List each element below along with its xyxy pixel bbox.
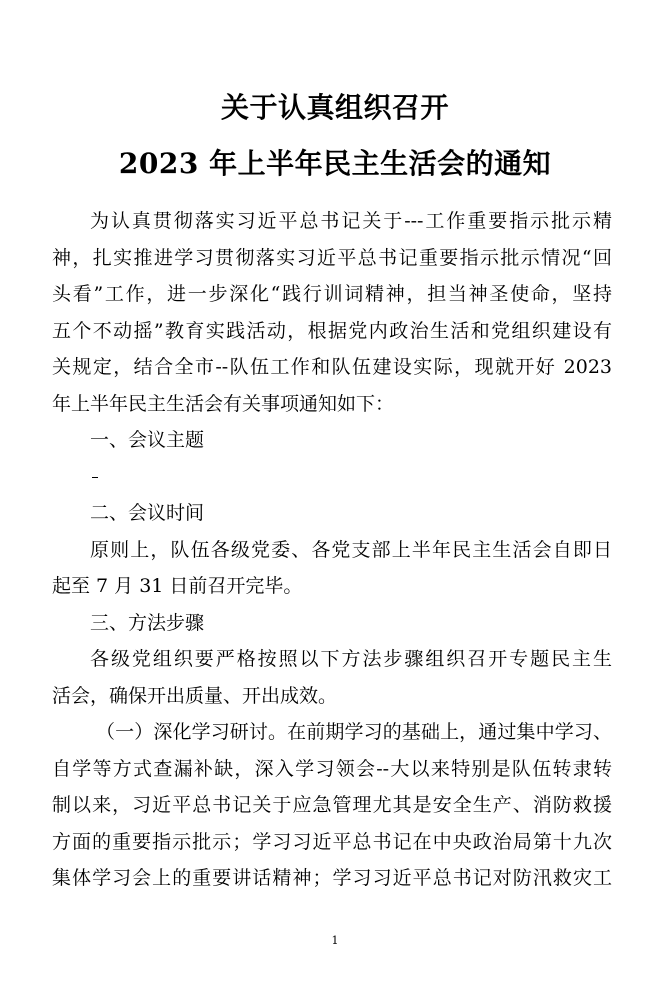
- document-body: [52, 203, 612, 897]
- body-line: 五个不动摇”教育实践活动，根据党内政治生活和党组织建设有: [52, 319, 612, 342]
- body-line: 活会，确保开出质量、开出成效。: [52, 684, 338, 707]
- document-title-line-1: 关于认真组织召开: [220, 91, 449, 124]
- placeholder-dash: [92, 477, 98, 478]
- document-title-line-2: 2023 年上半年民主生活会的通知: [118, 147, 552, 180]
- body-line: 头看”工作，进一步深化“践行训词精神，担当神圣使命，坚持: [52, 283, 612, 305]
- body-line: 为认真贯彻落实习近平总书记关于---工作重要指示批示精: [90, 210, 612, 232]
- theme-placeholder-line: [52, 459, 612, 496]
- body-line: 各级党组织要严格按照以下方法步骤组织召开专题民主生: [90, 648, 612, 670]
- page-number: 1: [331, 934, 339, 947]
- section-heading-steps: 三、方法步骤: [90, 611, 205, 634]
- section-heading-theme: 一、会议主题: [90, 429, 205, 451]
- body-line: 集体学习会上的重要讲话精神；学习习近平总书记对防汛救灾工: [52, 867, 612, 889]
- body-line: 制以来，习近平总书记关于应急管理尤其是安全生产、消防救援: [52, 794, 612, 816]
- body-line: 原则上，队伍各级党委、各党支部上半年民主生活会自即日: [90, 538, 612, 561]
- body-line: 关规定，结合全市--队伍工作和队伍建设实际，现就开好 2023: [52, 356, 612, 378]
- body-line: 神，扎实推进学习贯彻落实习近平总书记重要指示批示情况“回: [52, 246, 612, 269]
- subsection-heading-study: （一）深化学习研讨。在前期学习的基础上，通过集中学习、: [96, 721, 612, 743]
- body-line: 起至 7 月 31 日前召开完毕。: [52, 575, 303, 597]
- body-line: 自学等方式查漏补缺，深入学习领会--大以来特别是队伍转隶转: [52, 757, 612, 780]
- section-heading-time: 二、会议时间: [90, 502, 205, 524]
- body-line: 方面的重要指示批示；学习习近平总书记在中央政治局第十九次: [52, 830, 612, 853]
- body-line: 年上半年民主生活会有关事项通知如下：: [52, 392, 395, 415]
